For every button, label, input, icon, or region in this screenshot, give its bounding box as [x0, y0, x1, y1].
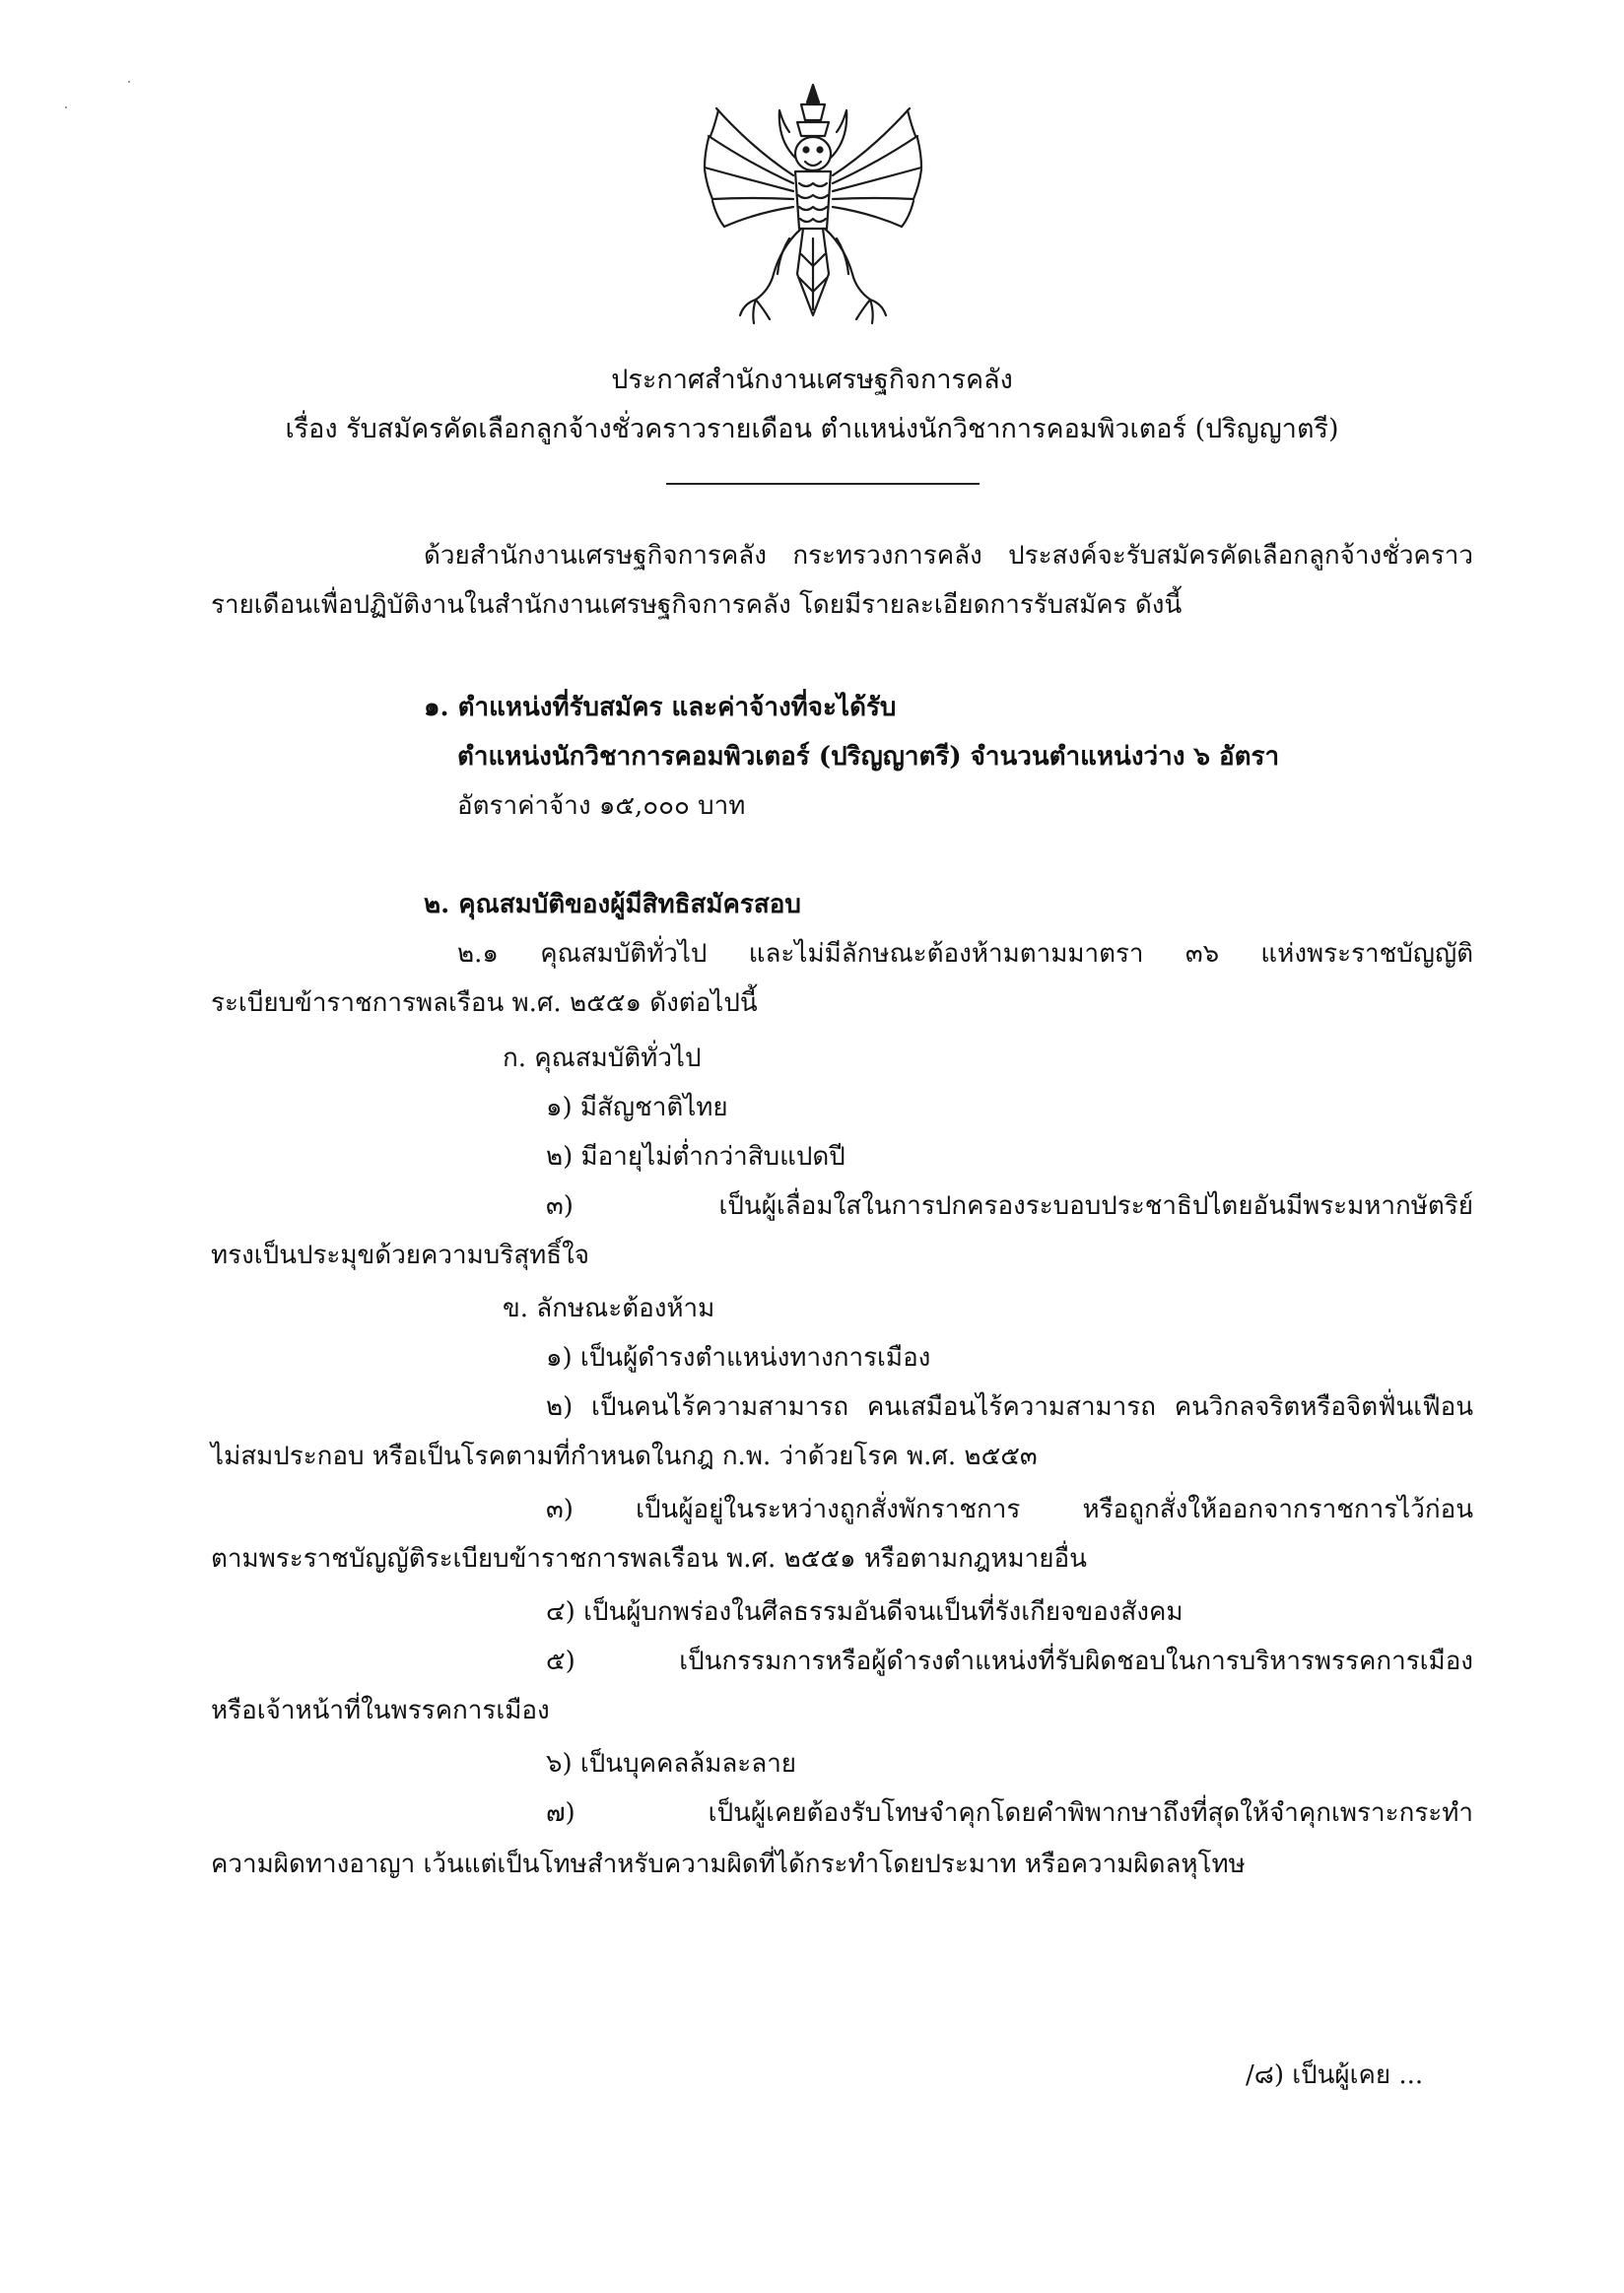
- section-1-position: ตำแหน่งนักวิชาการคอมพิวเตอร์ (ปริญญาตรี) จำนวนตำแหน่งว่าง ๖ อัตรา: [457, 742, 1280, 772]
- prohibition-item: ๗) เป็นผู้เคยต้องรับโทษจำคุกโดยคำพิพากษาถึงที่สุดให้จำคุกเพราะกระทำ: [546, 1798, 1473, 1828]
- qualification-item: ๒) มีอายุไม่ต่ำกว่าสิบแปดปี: [546, 1142, 846, 1172]
- intro-line-2: รายเดือนเพื่อปฏิบัติงานในสำนักงานเศรษฐกิจการคลัง โดยมีรายละเอียดการรับสมัคร ดังนี้: [211, 590, 1183, 620]
- scan-speck: [128, 81, 130, 83]
- qualification-item: ๓) เป็นผู้เลื่อมใสในการปกครองระบอบประชาธิปไตยอันมีพระมหากษัตริย์: [546, 1191, 1473, 1221]
- prohibition-item-cont: หรือเจ้าหน้าที่ในพรรคการเมือง: [211, 1696, 550, 1725]
- prohibition-item-cont: ตามพระราชบัญญัติระเบียบข้าราชการพลเรือน พ.ศ. ๒๕๕๑ หรือตามกฎหมายอื่น: [211, 1544, 1087, 1574]
- section-1-heading: ๑. ตำแหน่งที่รับสมัคร และค่าจ้างที่จะได้รับ: [424, 693, 897, 722]
- announcement-title: ประกาศสำนักงานเศรษฐกิจการคลัง: [611, 365, 1013, 395]
- page-continuation: /๘) เป็นผู้เคย ...: [1246, 2060, 1424, 2090]
- garuda-emblem-icon: [695, 81, 931, 332]
- qualification-item: ๑) มีสัญชาติไทย: [546, 1093, 728, 1122]
- section-2-1-line-1: ๒.๑ คุณสมบัติทั่วไป และไม่มีลักษณะต้องห้ามตามมาตรา ๓๖ แห่งพระราชบัญญัติ: [457, 939, 1473, 969]
- prohibition-item-cont: ไม่สมประกอบ หรือเป็นโรคตามที่กำหนดในกฎ ก.พ. ว่าด้วยโรค พ.ศ. ๒๕๕๓: [211, 1442, 1038, 1471]
- scan-speck: [65, 106, 67, 108]
- prohibition-item: ๓) เป็นผู้อยู่ในระหว่างถูกสั่งพักราชการ หรือถูกสั่งให้ออกจากราชการไว้ก่อน: [546, 1495, 1473, 1524]
- prohibition-item: ๖) เป็นบุคคลล้มละลาย: [546, 1749, 797, 1779]
- section-2-heading: ๒. คุณสมบัติของผู้มีสิทธิสมัครสอบ: [424, 890, 801, 919]
- prohibitions-heading: ข. ลักษณะต้องห้าม: [503, 1294, 715, 1323]
- prohibition-item: ๑) เป็นผู้ดำรงตำแหน่งทางการเมือง: [546, 1343, 931, 1373]
- qualifications-heading: ก. คุณสมบัติทั่วไป: [503, 1044, 702, 1073]
- intro-line-1: ด้วยสำนักงานเศรษฐกิจการคลัง กระทรวงการคลัง ประสงค์จะรับสมัครคัดเลือกลูกจ้างชั่วคราว: [424, 541, 1473, 571]
- prohibition-item: ๒) เป็นคนไร้ความสามารถ คนเสมือนไร้ความสามารถ คนวิกลจริตหรือจิตฟั่นเฟือน: [546, 1392, 1473, 1422]
- prohibition-item: ๕) เป็นกรรมการหรือผู้ดำรงตำแหน่งที่รับผิดชอบในการบริหารพรรคการเมือง: [546, 1647, 1473, 1676]
- prohibition-item: ๔) เป็นผู้บกพร่องในศีลธรรมอันดีจนเป็นที่รังเกียจของสังคม: [546, 1597, 1184, 1627]
- announcement-subject: เรื่อง รับสมัครคัดเลือกลูกจ้างชั่วคราวรายเดือน ตำแหน่งนักวิชาการคอมพิวเตอร์ (ปริญญาตรี): [285, 414, 1339, 444]
- prohibition-item-cont: ความผิดทางอาญา เว้นแต่เป็นโทษสำหรับความผิดที่ได้กระทำโดยประมาท หรือความผิดลหุโทษ: [211, 1850, 1246, 1879]
- section-1-salary: อัตราค่าจ้าง ๑๕,๐๐๐ บาท: [457, 791, 746, 821]
- qualification-item-cont: ทรงเป็นประมุขด้วยความบริสุทธิ์ใจ: [211, 1241, 590, 1270]
- header-divider: [666, 483, 980, 485]
- section-2-1-line-2: ระเบียบข้าราชการพลเรือน พ.ศ. ๒๕๕๑ ดังต่อไปนี้: [211, 988, 758, 1018]
